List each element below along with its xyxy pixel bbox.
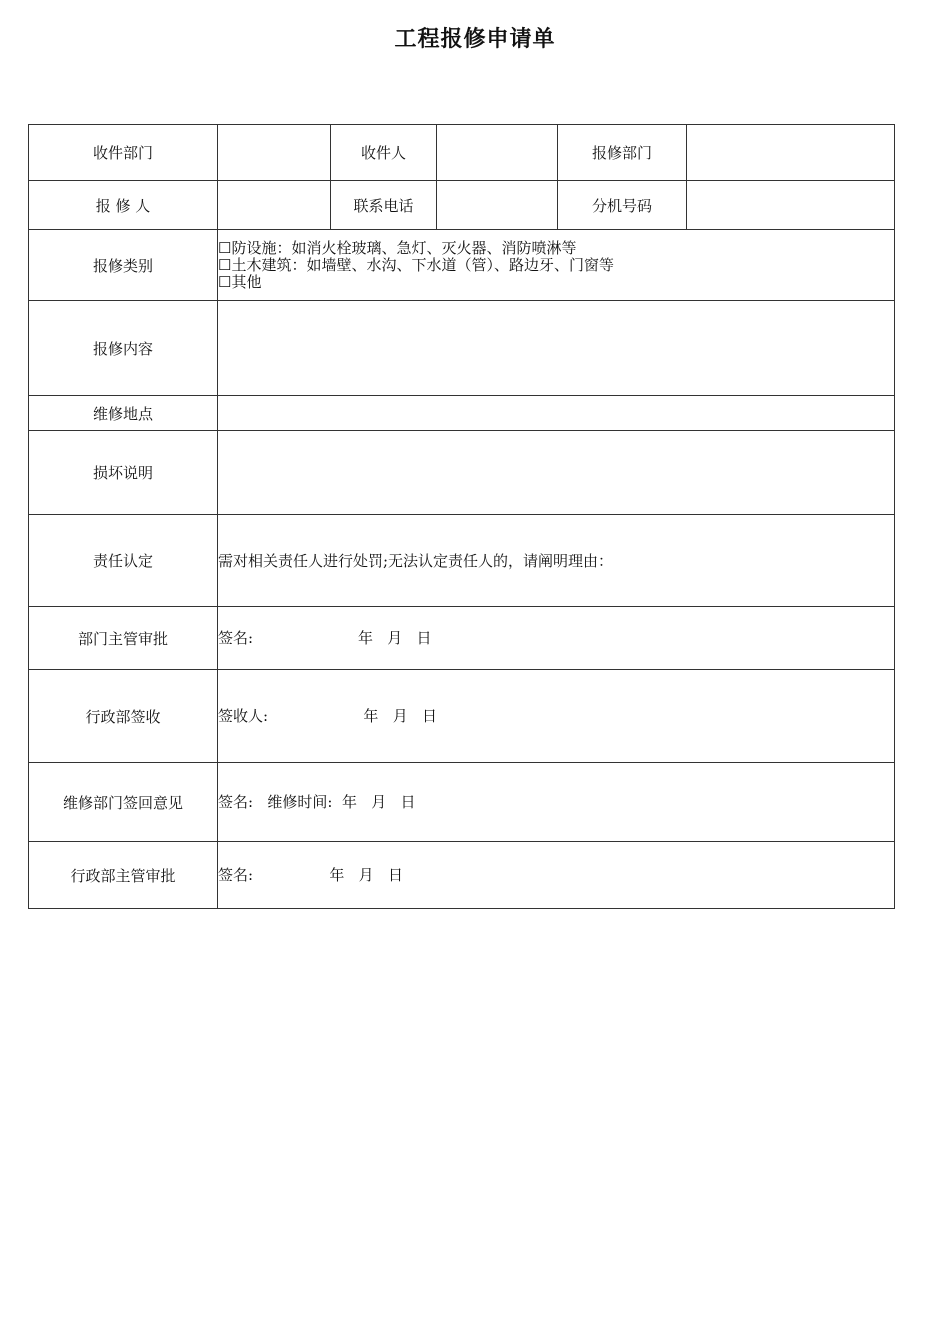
extension-label: 分机号码 xyxy=(558,181,687,230)
dept-supervisor-label: 部门主管审批 xyxy=(29,607,218,670)
repair-dept-signature-line: 签名: 维修时间: 年 月 日 xyxy=(218,793,416,811)
table-row xyxy=(29,125,895,181)
checkbox-icon[interactable]: ☐ xyxy=(218,255,232,274)
content-label: 报修内容 xyxy=(29,301,218,396)
table-row xyxy=(29,515,895,607)
checkbox-icon[interactable]: ☐ xyxy=(218,272,232,291)
responsibility-field[interactable] xyxy=(218,515,895,607)
location-field[interactable] xyxy=(218,396,895,431)
reporting-dept-field[interactable] xyxy=(687,125,895,181)
reporter-label: 报 修 人 xyxy=(29,181,218,230)
table-row xyxy=(29,230,895,301)
admin-supervisor-signature-line: 签名: 年 月 日 xyxy=(218,866,403,884)
table-row xyxy=(29,301,895,396)
table-row xyxy=(29,396,895,431)
receiving-dept-field[interactable] xyxy=(218,125,331,181)
form-title: 工程报修申请单 xyxy=(394,27,556,52)
category-option-other[interactable] xyxy=(218,274,894,291)
checkbox-icon[interactable]: ☐ xyxy=(218,238,232,257)
table-row xyxy=(29,181,895,230)
recipient-label: 收件人 xyxy=(331,125,437,181)
extension-field[interactable] xyxy=(687,181,895,230)
content-field[interactable] xyxy=(218,301,895,396)
table-row xyxy=(29,842,895,909)
dept-supervisor-field[interactable] xyxy=(218,607,895,670)
reporter-field[interactable] xyxy=(218,181,331,230)
repair-dept-field[interactable] xyxy=(218,763,895,842)
category-option-civil[interactable] xyxy=(218,257,894,274)
reporting-dept-label: 报修部门 xyxy=(558,125,687,181)
admin-receipt-field[interactable] xyxy=(218,670,895,763)
responsibility-text: 需对相关责任人进行处罚;无法认定责任人的，请阐明理由： xyxy=(218,551,614,570)
dept-supervisor-signature-line: 签名: 年 月 日 xyxy=(218,629,432,647)
category-label: 报修类别 xyxy=(29,230,218,301)
location-label: 维修地点 xyxy=(29,396,218,431)
admin-receipt-signature-line: 签收人: 年 月 日 xyxy=(218,707,438,725)
admin-supervisor-field[interactable] xyxy=(218,842,895,909)
category-options xyxy=(218,230,895,301)
admin-supervisor-label: 行政部主管审批 xyxy=(29,842,218,909)
responsibility-label: 责任认定 xyxy=(29,515,218,607)
phone-label: 联系电话 xyxy=(331,181,437,230)
category-option-fire[interactable] xyxy=(218,240,894,257)
phone-field[interactable] xyxy=(437,181,558,230)
damage-field[interactable] xyxy=(218,431,895,515)
table-row xyxy=(29,763,895,842)
receiving-dept-label: 收件部门 xyxy=(29,125,218,181)
repair-request-form xyxy=(28,124,895,909)
category-option-label: 土木建筑：如墙壁、水沟、下水道（管）、路边牙、门窗等 xyxy=(231,255,614,274)
table-row xyxy=(29,670,895,763)
admin-receipt-label: 行政部签收 xyxy=(29,670,218,763)
recipient-field[interactable] xyxy=(437,125,558,181)
table-row xyxy=(29,607,895,670)
table-row xyxy=(29,431,895,515)
category-option-label: 防设施：如消火栓玻璃、急灯、灭火器、消防喷淋等 xyxy=(231,238,577,257)
repair-dept-label: 维修部门签回意见 xyxy=(29,763,218,842)
damage-label: 损坏说明 xyxy=(29,431,218,515)
category-option-label: 其他 xyxy=(231,272,262,291)
